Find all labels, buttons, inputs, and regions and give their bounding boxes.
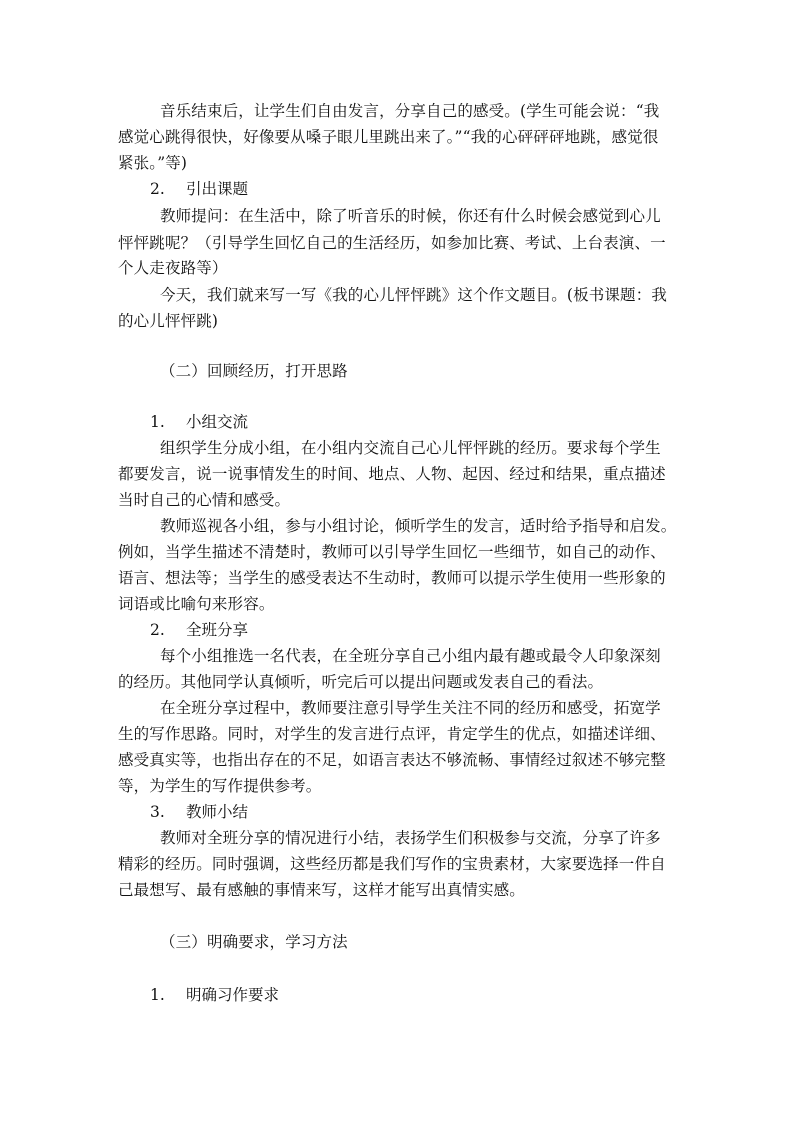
list-number: 1. <box>150 986 165 1004</box>
paragraph-line: 例如，当学生描述不清楚时，教师可以引导学生回忆一些细节，如自己的动作、 <box>118 543 666 561</box>
paragraph-line: 的心儿怦怦跳) <box>118 312 219 330</box>
list-item-title: 明确习作要求 <box>186 986 280 1004</box>
paragraph-line: 语言、想法等；当学生的感受表达不生动时，教师可以提示学生使用一些形象的 <box>118 569 666 587</box>
paragraph-line: 精彩的经历。同时强调，这些经历都是我们写作的宝贵素材，大家要选择一件自 <box>118 855 666 873</box>
paragraph-line: 的经历。其他同学认真倾听，听完后可以提出问题或发表自己的看法。 <box>118 673 604 691</box>
paragraph-line: 感受真实等，也指出存在的不足，如语言表达不够流畅、事情经过叙述不够完整 <box>118 751 666 769</box>
section-heading: （二）回顾经历，打开思路 <box>160 362 348 380</box>
paragraph-line: 组织学生分成小组，在小组内交流自己心儿怦怦跳的经历。要求每个学生 <box>160 439 661 457</box>
paragraph-line: 教师提问：在生活中，除了听音乐的时候，你还有什么时候会感觉到心儿 <box>160 207 661 225</box>
list-item-title: 全班分享 <box>186 621 249 639</box>
list-number: 2. <box>150 180 165 198</box>
paragraph-line: 今天，我们就来写一写《我的心儿怦怦跳》这个作文题目。(板书课题：我 <box>160 286 667 304</box>
paragraph-line: 个人走夜路等） <box>118 259 228 277</box>
list-item-title: 教师小结 <box>186 803 249 821</box>
list-number: 2. <box>150 621 165 639</box>
list-item-title: 小组交流 <box>186 413 249 431</box>
paragraph-line: 等，为学生的写作提供参考。 <box>118 777 322 795</box>
paragraph-line: 己最想写、最有感触的事情来写，这样才能写出真情实感。 <box>118 881 525 899</box>
list-item-title: 引出课题 <box>186 180 249 198</box>
paragraph-line: 教师巡视各小组，参与小组讨论，倾听学生的发言，适时给予指导和启发。 <box>160 517 677 535</box>
paragraph-line: 在全班分享过程中，教师要注意引导学生关注不同的经历和感受，拓宽学 <box>160 699 661 717</box>
paragraph-line: 生的写作思路。同时，对学生的发言进行点评，肯定学生的优点，如描述详细、 <box>118 725 666 743</box>
list-number: 1. <box>150 413 165 431</box>
paragraph-line: 怦怦跳呢？（引导学生回忆自己的生活经历，如参加比赛、考试、上台表演、一 <box>118 234 666 252</box>
paragraph-line: 都要发言，说一说事情发生的时间、地点、人物、起因、经过和结果，重点描述 <box>118 465 666 483</box>
paragraph-line: 教师对全班分享的情况进行小结，表扬学生们积极参与交流，分享了许多 <box>160 829 661 847</box>
paragraph-line: 每个小组推选一名代表，在全班分享自己小组内最有趣或最令人印象深刻 <box>160 647 661 665</box>
paragraph-line: 当时自己的心情和感受。 <box>118 491 291 509</box>
paragraph-line: 词语或比喻句来形容。 <box>118 595 275 613</box>
list-number: 3. <box>150 803 165 821</box>
paragraph-line: 感觉心跳得很快，好像要从嗓子眼儿里跳出来了。”“我的心砰砰砰地跳，感觉很 <box>118 128 659 146</box>
paragraph-line: 音乐结束后，让学生们自由发言，分享自己的感受。(学生可能会说：“我 <box>160 102 660 120</box>
section-heading: （三）明确要求，学习方法 <box>160 933 348 951</box>
paragraph-line: 紧张。”等) <box>118 154 188 172</box>
